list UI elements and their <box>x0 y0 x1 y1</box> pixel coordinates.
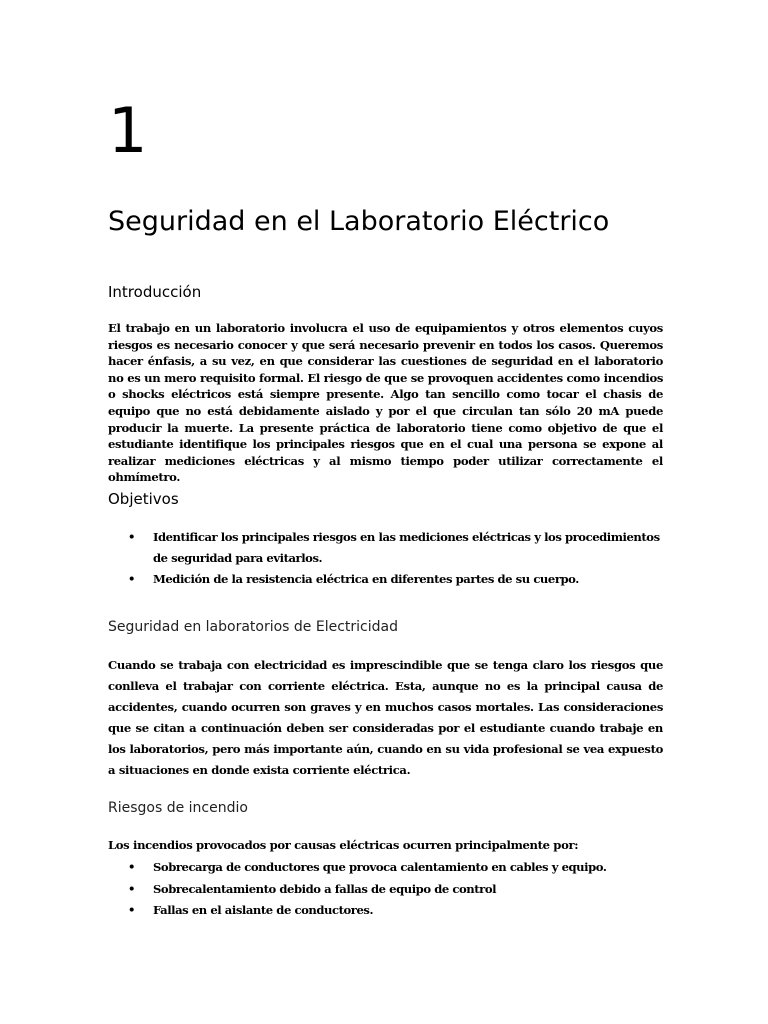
objetivos-list <box>108 527 668 590</box>
bullet-icon: • <box>128 881 135 896</box>
list-item-text: Medición de la resistencia eléctrica en diferentes partes de su cuerpo. <box>153 572 579 586</box>
section-heading-objetivos: Objetivos <box>108 490 179 508</box>
riesgos-list <box>108 857 668 922</box>
list-item <box>108 527 668 569</box>
introduccion-paragraph: El trabajo en un laboratorio involucra el uso de equipamientos y otros elementos cuyos riesgos es necesario conocer y que será necesario prevenir en todos los casos. Queremos hacer énfasis, a su vez, en que considerar las cuestiones de seguridad en el laboratorio no es un mero requisito formal. El riesgo de que se provoquen accidentes como incendios o shocks eléctricos está siempre presente. Algo tan sencillo como tocar el chasis de equipo que no está debidamente aislado y por el que circulan tan sólo 20 mA puede producir la muerte. La presente práctica de laboratorio tiene como objetivo de que el estudiante identifique los principales riesgos que en el cual una persona se expone al realizar mediciones eléctricas y al mismo tiempo poder utilizar correctamente el ohmímetro. <box>108 321 663 485</box>
riesgos-intro: Los incendios provocados por causas eléctricas ocurren principalmente por: <box>108 838 579 852</box>
list-item <box>108 879 668 901</box>
chapter-title: Seguridad en el Laboratorio Eléctrico <box>108 206 610 237</box>
seguridad-paragraph: Cuando se trabaja con electricidad es imprescindible que se tenga claro los riesgos que conlleva el trabajar con corriente eléctrica. Esta, aunque no es la principal causa de accidentes, cuando ocurren son graves y en muchos casos mortales. Las consideraciones que se citan a continuación deben ser consideradas por el estudiante cuando trabaje en los laboratorios, pero más importante aún, cuando en su vida profesional se vea expuesto a situaciones en donde exista corriente eléctrica. <box>108 658 663 777</box>
list-item-text: Fallas en el aislante de conductores. <box>153 903 374 917</box>
section-heading-riesgos-incendio: Riesgos de incendio <box>108 800 248 816</box>
chapter-number: 1 <box>108 94 148 167</box>
bullet-icon: • <box>128 903 135 917</box>
list-item <box>108 857 668 879</box>
list-item-text: Identificar los principales riesgos en las mediciones eléctricas y los procedimientos de seguridad para evitarlos. <box>153 530 660 565</box>
list-item <box>108 900 668 922</box>
list-item-text: Sobrecarga de conductores que provoca calentamiento en cables y equipo. <box>153 860 607 874</box>
bullet-icon: • <box>128 572 135 586</box>
section-heading-seguridad: Seguridad en laboratorios de Electricidad <box>108 619 398 635</box>
section-heading-introduccion: Introducción <box>108 283 202 301</box>
list-item-text: Sobrecalentamiento debido a fallas de equipo de control <box>153 881 497 896</box>
bullet-icon: • <box>128 530 135 544</box>
list-item <box>108 569 668 590</box>
bullet-icon: • <box>128 860 135 874</box>
